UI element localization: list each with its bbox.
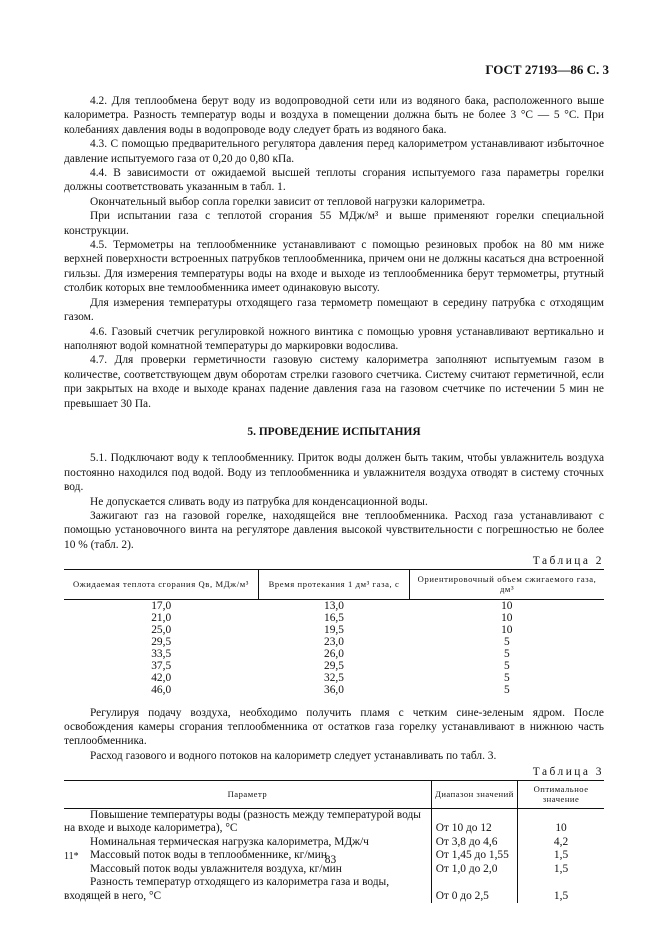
paragraph-5-1: 5.1. Подключают воду к теплообменнику. Приток воды должен быть таким, чтобы увлажнитель воздуха постоянно находился под водой. Воду из теплообменника и увлажнителя воздуха отводят в систему сточных вод. bbox=[64, 452, 604, 494]
table-cell: 23,0 bbox=[324, 635, 344, 648]
paragraph-4-4: 4.4. В зависимости от ожидаемой высшей теплоты сгорания испытуемого газа параметры горелки должны соответствовать указанным в табл. 1. bbox=[64, 167, 604, 194]
table3-header: Оптимальное значение bbox=[518, 780, 604, 808]
table-cell: От 1,0 до 2,0 bbox=[431, 863, 517, 877]
table-cell: От 3,8 до 4,6 bbox=[431, 836, 517, 850]
paragraph-air-flame: Регулируя подачу воздуха, необходимо получить пламя с четким сине-зеленым ядром. После освобождения камеры сгорания теплообменника от остатков газа горелку устанавливают в нижнюю часть теплообменника. bbox=[64, 706, 604, 748]
table-cell: 1,5 bbox=[518, 849, 604, 863]
paragraph-4-6: 4.6. Газовый счетчик регулировкой ножного винтика с помощью уровня устанавливают вертикально и наполняют водой комнатной температуры до маркировки водослива. bbox=[64, 325, 604, 352]
table3-caption: Таблица 3 bbox=[532, 766, 604, 779]
table2-header: Ожидаемая теплота сгорания Qв, МДж/м³ bbox=[64, 569, 258, 599]
paragraph-4-5: 4.5. Термометры на теплообменнике устанавливают с помощью резиновых пробок на 80 мм ниже верхней поверхности встроенных патрубков теплообменника, причем они не должны касаться дна встроенной гильзы. Для измерения температуры воды на входе и выходе из теплообменника берут термометры, ртутный столбик которых вне темлообменника имеет одинаковую высоту. bbox=[64, 239, 604, 295]
standard-header: ГОСТ 27193—86 С. 3 bbox=[485, 62, 609, 77]
paragraph-special-burners: При испытании газа с теплотой сгорания 55 МДж/м³ и выше применяют горелки специальной конструкции. bbox=[64, 210, 604, 237]
table-row bbox=[64, 648, 604, 660]
table-row bbox=[64, 624, 604, 636]
table-cell: 37,5 bbox=[151, 659, 172, 672]
table-cell: 29,5 bbox=[151, 635, 172, 648]
table-row bbox=[64, 808, 604, 836]
paragraph-ignite: Зажигают газ на газовой горелке, находящейся вне теплообменника. Расход газа устанавливают с помощью установочного винта на регуляторе давления высокой чувствительности с погрешностью не более 10 % (табл. 2). bbox=[64, 509, 604, 551]
page-number: 83 bbox=[324, 854, 337, 866]
table-cell: 1,5 bbox=[518, 863, 604, 877]
table-cell: 5 bbox=[503, 647, 510, 660]
parameter-text: Повышение температуры воды (разность между температурой воды на входе и выходе калориметра), °С bbox=[64, 808, 421, 835]
table-cell: 33,5 bbox=[151, 647, 172, 660]
table-cell: 10 bbox=[501, 623, 513, 636]
table-cell: Массовый поток воды в теплообменнике, кг/мин bbox=[90, 849, 327, 862]
table-cell: 1,5 bbox=[518, 876, 604, 903]
table3-header: Параметр bbox=[64, 780, 431, 808]
table-cell: 5 bbox=[503, 683, 510, 696]
section-title: 5. ПРОВЕДЕНИЕ ИСПЫТАНИЯ bbox=[247, 425, 421, 438]
table-row bbox=[64, 876, 604, 903]
table-cell: 10 bbox=[501, 599, 513, 612]
footer-mark: 11* bbox=[64, 851, 79, 862]
table-cell: Номинальная термическая нагрузка калориметра, МДж/ч bbox=[90, 835, 369, 848]
paragraph-no-drain: Не допускается сливать воду из патрубка для конденсационной воды. bbox=[90, 495, 428, 508]
table-cell bbox=[64, 808, 431, 836]
table-cell: 4,2 bbox=[518, 836, 604, 850]
table-cell: 16,5 bbox=[324, 611, 344, 624]
table-cell: 21,0 bbox=[151, 611, 172, 624]
paragraph-4-3: 4.3. С помощью предварительного регулятора давления перед калориметром устанавливают избыточное давление испытуемого газа от 0,20 до 0,80 кПа. bbox=[64, 138, 604, 165]
table-cell: 42,0 bbox=[151, 671, 172, 684]
table-cell bbox=[64, 876, 431, 903]
paragraph-4-7: 4.7. Для проверки герметичности газовую систему калориметра заполняют испытуемым газом в количестве, соответствующем двум оборотам стрелки газового счетчика. Систему считают герметичной, если при закрытых на входе и выходе кранах падение давления газа на газовом счетчике по истечении 5 мин не превышает 30 Па. bbox=[64, 354, 604, 410]
table-cell: 29,5 bbox=[324, 659, 344, 672]
table-row bbox=[64, 636, 604, 648]
table2-caption: Таблица 2 bbox=[532, 555, 604, 568]
table-row bbox=[64, 599, 604, 612]
table-cell: 17,0 bbox=[151, 599, 172, 612]
table-cell: 10 bbox=[518, 808, 604, 836]
table-2 bbox=[64, 569, 604, 696]
table-cell: От 10 до 12 bbox=[431, 808, 517, 836]
table3-header: Диапазон значений bbox=[431, 780, 517, 808]
table-cell: 46,0 bbox=[151, 683, 172, 696]
table-cell: 26,0 bbox=[324, 647, 344, 660]
table-cell: 25,0 bbox=[151, 623, 172, 636]
table-row bbox=[64, 660, 604, 672]
table2-header: Ориентировочный объем сжигаемого газа, дм³ bbox=[410, 569, 604, 599]
table-cell: 13,0 bbox=[324, 599, 344, 612]
table-cell: 10 bbox=[501, 611, 513, 624]
paragraph-nozzle-choice: Окончательный выбор сопла горелки зависит от тепловой нагрузки калориметра. bbox=[90, 195, 486, 208]
table-cell: 5 bbox=[503, 635, 510, 648]
table-row bbox=[64, 672, 604, 684]
table-cell: От 0 до 2,5 bbox=[431, 876, 517, 903]
table2-header: Время протекания 1 дм³ газа, с bbox=[258, 569, 409, 599]
table-cell: 32,5 bbox=[324, 671, 344, 684]
table-cell: Массовый поток воды увлажнителя воздуха, кг/мин bbox=[90, 862, 342, 875]
table-cell: 5 bbox=[503, 659, 510, 672]
table-row bbox=[64, 684, 604, 696]
paragraph-4-2: 4.2. Для теплообмена берут воду из водопроводной сети или из водяного бака, расположенного выше калориметра. Разность температур воды и воздуха в помещении должна быть не более 3 °С — 5 °С. При колебаниях давления воды в водопроводе воду следует брать из водяного бака. bbox=[64, 95, 604, 136]
table-row bbox=[64, 612, 604, 624]
parameter-text: Разность температур отходящего из калориметра газа и воды, входящей в него, °С bbox=[64, 876, 390, 902]
paragraph-exhaust-thermometer: Для измерения температуры отходящего газа термометр помещают в середину патрубка с отходящим газом. bbox=[64, 296, 604, 324]
table-3 bbox=[64, 780, 604, 904]
body-text bbox=[64, 94, 604, 903]
table-cell: 5 bbox=[503, 671, 510, 684]
paragraph-table3-ref: Расход газового и водного потоков на калориметр следует устанавливать по табл. 3. bbox=[90, 749, 497, 762]
table-row bbox=[64, 836, 604, 850]
table-cell: 19,5 bbox=[324, 623, 344, 636]
table-cell: От 1,45 до 1,55 bbox=[431, 849, 517, 863]
table-cell: 36,0 bbox=[324, 683, 344, 696]
